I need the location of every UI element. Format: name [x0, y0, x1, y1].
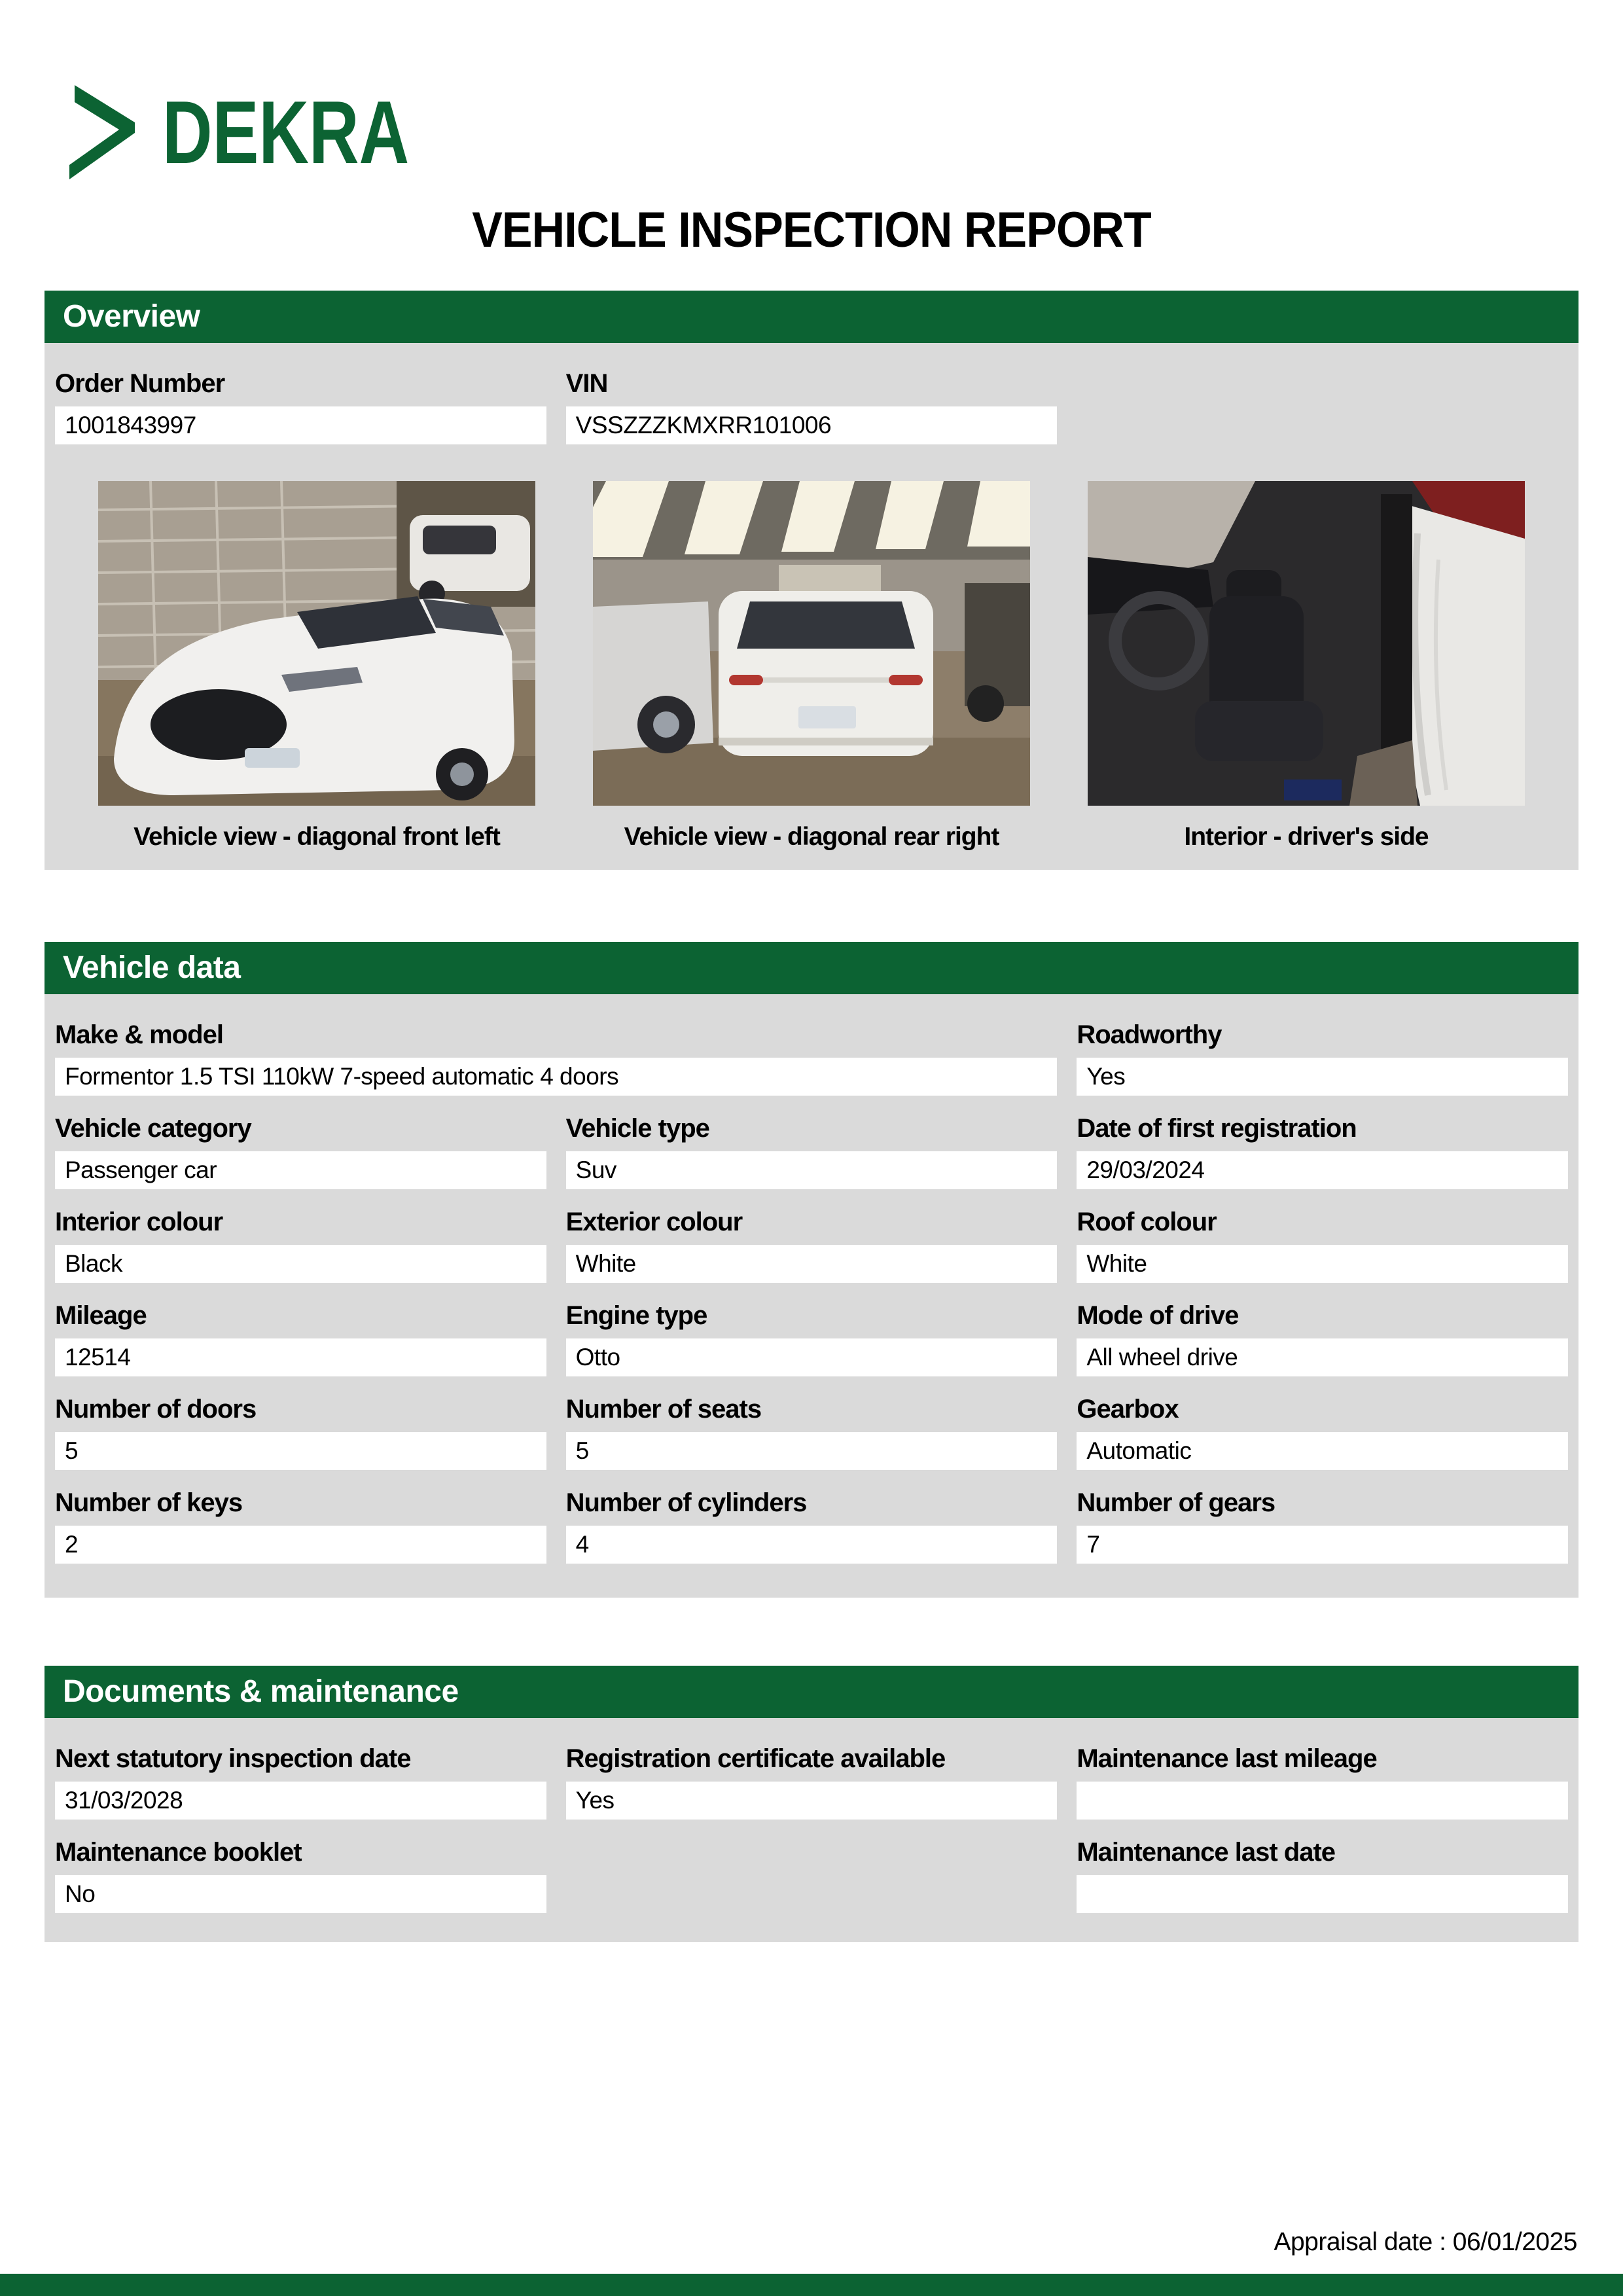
field-label: Mode of drive	[1077, 1300, 1239, 1330]
overview-section-header: Overview	[45, 291, 1578, 343]
documents-maintenance-section	[45, 1666, 1578, 1942]
field-label: Order Number	[55, 368, 225, 398]
appraisal-date: Appraisal date : 06/01/2025	[1274, 2228, 1577, 2256]
photo-caption: Interior - driver's side	[1184, 822, 1429, 851]
field-maintenance-last-mileage	[1077, 1744, 1568, 1820]
field-value: Passenger car	[55, 1151, 546, 1189]
field-value: 2	[55, 1526, 546, 1564]
field-next-inspection-date	[55, 1744, 546, 1820]
field-value: 7	[1077, 1526, 1568, 1564]
field-value: 29/03/2024	[1077, 1151, 1568, 1189]
field-registration-certificate	[566, 1744, 1058, 1820]
field-label: Number of keys	[55, 1488, 243, 1517]
field-label: Maintenance last mileage	[1077, 1744, 1377, 1773]
photo-interior	[1088, 481, 1525, 858]
dekra-wordmark: DEKRA	[162, 82, 410, 182]
field-label: Vehicle category	[55, 1113, 251, 1143]
field-label: Make & model	[55, 1020, 223, 1049]
field-make-model	[55, 1020, 1057, 1096]
field-number-of-doors	[55, 1395, 546, 1470]
field-value: 4	[566, 1526, 1058, 1564]
vehicle-photos	[55, 481, 1568, 858]
photo-front-left	[98, 481, 535, 858]
field-mileage	[55, 1301, 546, 1376]
field-maintenance-booklet	[55, 1838, 546, 1913]
field-label: Number of gears	[1077, 1488, 1275, 1517]
field-vin	[566, 369, 1058, 444]
field-roof-colour	[1077, 1208, 1568, 1283]
field-order-number	[55, 369, 546, 444]
field-exterior-colour	[566, 1208, 1058, 1283]
field-maintenance-last-date	[1077, 1838, 1568, 1913]
field-value: Suv	[566, 1151, 1058, 1189]
vehicle-data-section	[45, 942, 1578, 1598]
field-value: 5	[566, 1432, 1058, 1470]
photo-rear-right	[593, 481, 1030, 858]
field-label: Roadworthy	[1077, 1020, 1222, 1049]
field-label: VIN	[565, 368, 608, 398]
photo-caption: Vehicle view - diagonal rear right	[624, 822, 999, 851]
field-number-of-seats	[566, 1395, 1058, 1470]
field-value: 12514	[55, 1338, 546, 1376]
photo-caption: Vehicle view - diagonal front left	[134, 822, 500, 851]
field-value: No	[55, 1875, 546, 1913]
field-value	[1077, 1782, 1568, 1820]
field-label: Maintenance last date	[1077, 1837, 1336, 1867]
vehicle-data-fields	[55, 1020, 1568, 1564]
field-gearbox	[1077, 1395, 1568, 1470]
documents-fields	[55, 1744, 1568, 1913]
field-label: Next statutory inspection date	[55, 1744, 411, 1773]
field-label: Number of seats	[565, 1394, 762, 1424]
dekra-arrow-logo-icon	[68, 85, 136, 179]
field-value: Automatic	[1077, 1432, 1568, 1470]
documents-section-body	[45, 1718, 1578, 1942]
field-value: Black	[55, 1245, 546, 1283]
field-value: 5	[55, 1432, 546, 1470]
field-label: Interior colour	[55, 1207, 223, 1236]
field-first-registration	[1077, 1114, 1568, 1189]
field-label: Date of first registration	[1077, 1113, 1357, 1143]
field-value: Yes	[1077, 1058, 1568, 1096]
field-value: VSSZZZKMXRR101006	[566, 406, 1058, 444]
vehicle-photo-interior-image	[1088, 481, 1525, 806]
overview-fields	[55, 369, 1568, 444]
field-label: Number of doors	[55, 1394, 257, 1424]
field-value: Formentor 1.5 TSI 110kW 7-speed automatic 4 doors	[55, 1058, 1057, 1096]
field-value	[1077, 1875, 1568, 1913]
field-label: Mileage	[55, 1300, 147, 1330]
field-value: White	[1077, 1245, 1568, 1283]
field-value: White	[566, 1245, 1058, 1283]
vehicle-photo-front-left-image	[98, 481, 535, 806]
field-label: Maintenance booklet	[55, 1837, 302, 1867]
field-label: Engine type	[565, 1300, 707, 1330]
field-number-of-keys	[55, 1488, 546, 1564]
field-mode-of-drive	[1077, 1301, 1568, 1376]
field-label: Vehicle type	[565, 1113, 709, 1143]
field-value: 1001843997	[55, 406, 546, 444]
field-label: Number of cylinders	[565, 1488, 807, 1517]
field-value: Yes	[566, 1782, 1058, 1820]
field-value: Otto	[566, 1338, 1058, 1376]
field-vehicle-type	[566, 1114, 1058, 1189]
documents-section-header: Documents & maintenance	[45, 1666, 1578, 1718]
vehicle-data-section-header: Vehicle data	[45, 942, 1578, 994]
field-label: Registration certificate available	[565, 1744, 946, 1773]
field-interior-colour	[55, 1208, 546, 1283]
dekra-logo	[0, 0, 1623, 181]
field-value: All wheel drive	[1077, 1338, 1568, 1376]
vehicle-photo-rear-right-image	[593, 481, 1030, 806]
footer-green-bar	[0, 2274, 1623, 2296]
field-label: Gearbox	[1077, 1394, 1179, 1424]
overview-section	[45, 291, 1578, 870]
field-number-of-gears	[1077, 1488, 1568, 1564]
field-label: Exterior colour	[565, 1207, 743, 1236]
field-value: 31/03/2028	[55, 1782, 546, 1820]
overview-section-body	[45, 343, 1578, 870]
field-label: Roof colour	[1077, 1207, 1217, 1236]
field-engine-type	[566, 1301, 1058, 1376]
vehicle-data-section-body	[45, 994, 1578, 1598]
field-vehicle-category	[55, 1114, 546, 1189]
field-roadworthy	[1077, 1020, 1568, 1096]
page-title: VEHICLE INSPECTION REPORT	[472, 202, 1151, 258]
field-number-of-cylinders	[566, 1488, 1058, 1564]
